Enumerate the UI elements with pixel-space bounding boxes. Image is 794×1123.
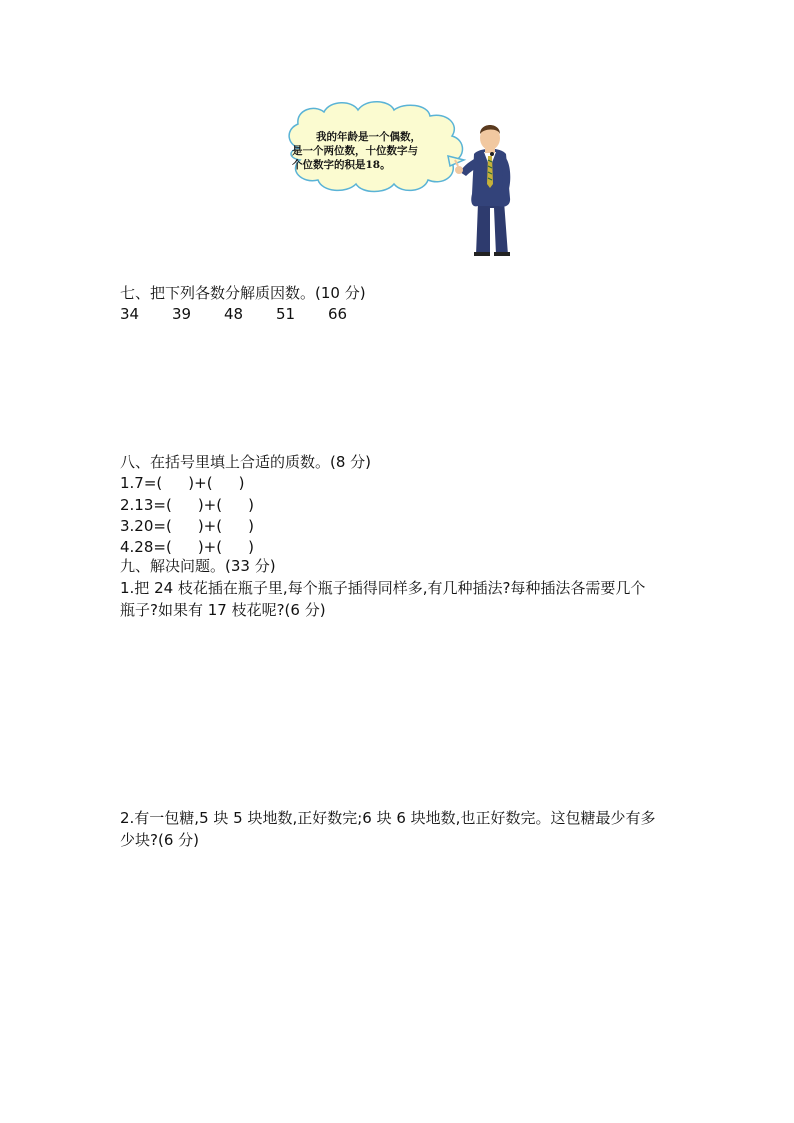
question-2-line-2: 少块?(6 分) bbox=[120, 831, 199, 849]
section-9-title: 九、解决问题。(33 分) bbox=[120, 557, 276, 575]
fill-item: 4.28=( )+( ) bbox=[120, 538, 254, 556]
fill-item: 3.20=( )+( ) bbox=[120, 517, 254, 535]
section-7-numbers bbox=[120, 305, 380, 323]
speech-line-3: 个位数字的积是18。 bbox=[292, 159, 391, 171]
section-8-title: 八、在括号里填上合适的质数。(8 分) bbox=[120, 453, 372, 471]
speech-cloud-icon bbox=[278, 98, 528, 258]
question-2-line-1: 2.有一包糖,5 块 5 块地数,正好数完;6 块 6 块地数,也正好数完。这包糖最少有多 bbox=[120, 809, 656, 827]
number-item: 39 bbox=[172, 305, 192, 323]
speech-line-2: 是一个两位数，十位数字与 bbox=[292, 145, 418, 157]
teacher-illustration bbox=[278, 98, 528, 258]
number-item: 34 bbox=[120, 305, 140, 323]
number-item: 66 bbox=[328, 305, 348, 323]
teacher-figure-icon bbox=[455, 125, 510, 256]
number-item: 48 bbox=[224, 305, 244, 323]
fill-item: 1.7=( )+( ) bbox=[120, 474, 245, 492]
question-1-line-2: 瓶子?如果有 17 枝花呢?(6 分) bbox=[120, 601, 326, 619]
fill-item: 2.13=( )+( ) bbox=[120, 496, 254, 514]
number-item: 51 bbox=[276, 305, 296, 323]
section-7-title: 七、把下列各数分解质因数。(10 分) bbox=[120, 284, 366, 302]
question-1-line-1: 1.把 24 枝花插在瓶子里,每个瓶子插得同样多,有几种插法?每种插法各需要几个 bbox=[120, 579, 646, 597]
speech-line-1: 我的年龄是一个偶数， bbox=[316, 131, 421, 143]
